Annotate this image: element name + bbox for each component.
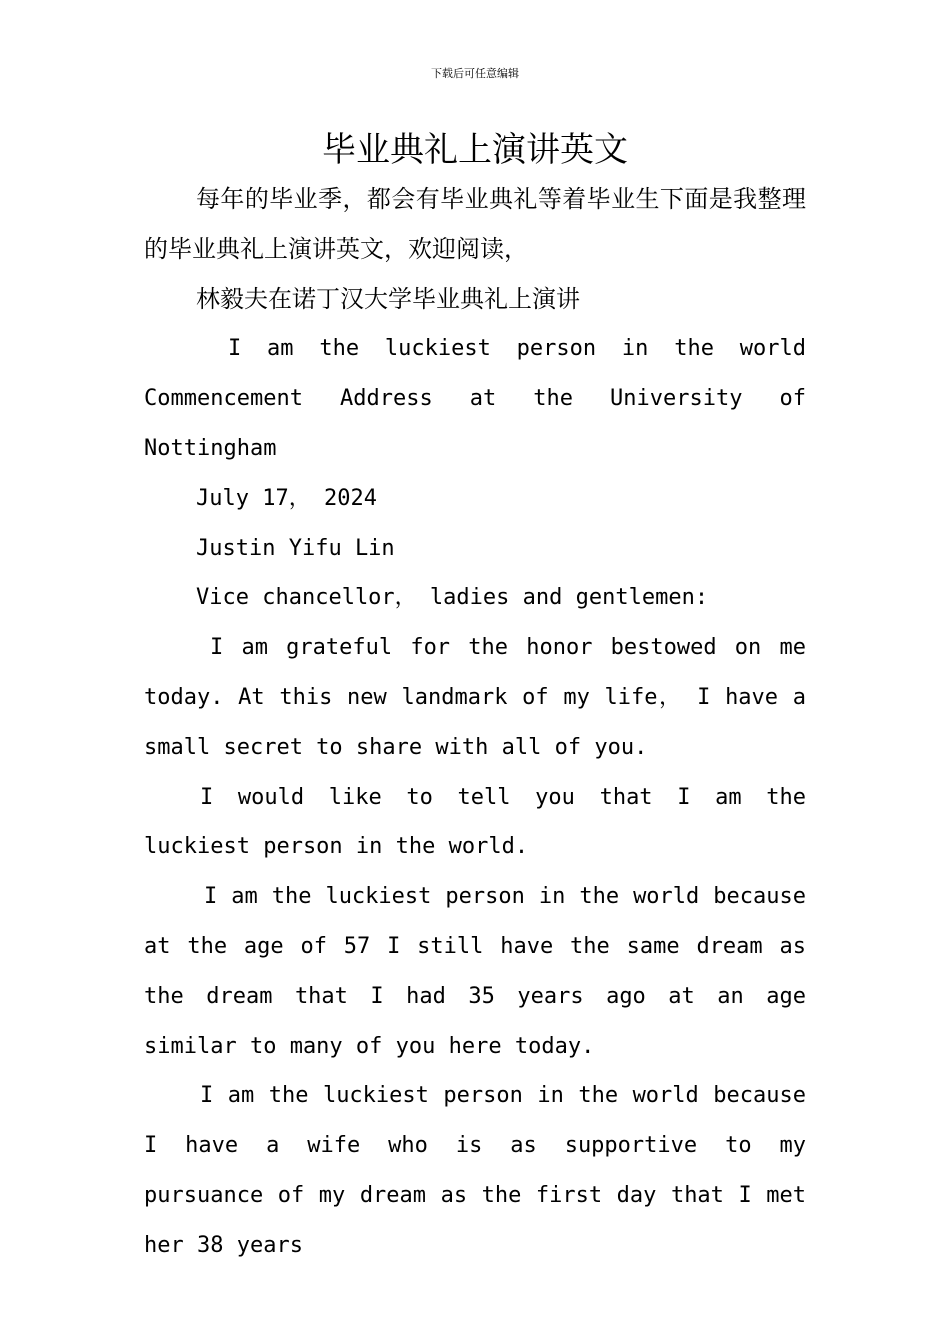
speech-date: July 17， 2024 [196, 485, 377, 511]
document-body [144, 175, 806, 1271]
speech-paragraph: I am grateful for the honor bestowed on me today. At this new landmark of my life， I have a small secret to share with all of you. [144, 635, 806, 760]
speech-subtitle: I am the luckiest person in the world Commencement Address at the University of Nottingham [144, 336, 806, 461]
intro-paragraph: 每年的毕业季，都会有毕业典礼等着毕业生下面是我整理的毕业典礼上演讲英文，欢迎阅读， [144, 185, 806, 263]
speech-salutation: Vice chancellor， ladies and gentlemen: [196, 585, 709, 611]
speech-author: Justin Yifu Lin [196, 535, 395, 561]
speech-paragraph: I would like to tell you that I am the luckiest person in the world. [144, 784, 806, 860]
speech-heading: 林毅夫在诺丁汉大学毕业典礼上演讲 [196, 284, 580, 313]
speech-paragraph: I am the luckiest person in the world because I have a wife who is as supportive to my pursuance of my dream as the first day that I met her 38 years [144, 1083, 806, 1258]
speech-paragraph: I am the luckiest person in the world because at the age of 57 I still have the same dream as the dream that I had 35 years ago at an age similar to many of you here today. [144, 884, 806, 1059]
header-note: 下载后可任意编辑 [431, 67, 519, 80]
document-title: 毕业典礼上演讲英文 [322, 130, 628, 170]
